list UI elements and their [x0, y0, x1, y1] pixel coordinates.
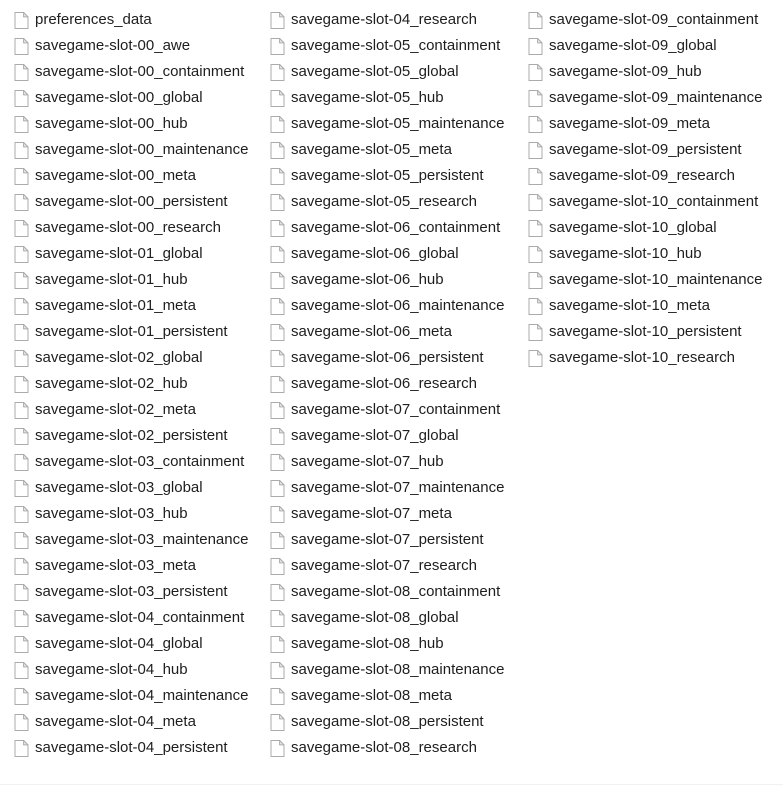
blank-file-icon: [270, 740, 285, 757]
file-item[interactable]: [14, 137, 256, 163]
file-item[interactable]: [270, 397, 512, 423]
blank-file-icon: [528, 298, 543, 315]
file-item[interactable]: [270, 7, 512, 33]
file-item[interactable]: [14, 605, 256, 631]
file-item[interactable]: [528, 163, 770, 189]
file-name: savegame-slot-06_research: [291, 375, 477, 392]
blank-file-icon: [270, 584, 285, 601]
file-name: savegame-slot-02_hub: [35, 375, 188, 392]
blank-file-icon: [14, 714, 29, 731]
blank-file-icon: [14, 688, 29, 705]
file-item[interactable]: [528, 267, 770, 293]
file-name: savegame-slot-00_persistent: [35, 193, 228, 210]
file-item[interactable]: [14, 241, 256, 267]
blank-file-icon: [270, 454, 285, 471]
blank-file-icon: [270, 90, 285, 107]
file-item[interactable]: [14, 59, 256, 85]
blank-file-icon: [270, 272, 285, 289]
blank-file-icon: [270, 402, 285, 419]
file-name: savegame-slot-09_research: [549, 167, 735, 184]
file-name: savegame-slot-01_hub: [35, 271, 188, 288]
file-name: savegame-slot-06_containment: [291, 219, 501, 236]
file-name: savegame-slot-03_containment: [35, 453, 245, 470]
file-name: savegame-slot-08_persistent: [291, 713, 484, 730]
file-name: savegame-slot-10_persistent: [549, 323, 742, 340]
blank-file-icon: [270, 38, 285, 55]
file-item[interactable]: [14, 371, 256, 397]
blank-file-icon: [14, 428, 29, 445]
file-name: savegame-slot-02_persistent: [35, 427, 228, 444]
file-name: savegame-slot-05_hub: [291, 89, 444, 106]
blank-file-icon: [528, 168, 543, 185]
blank-file-icon: [14, 220, 29, 237]
blank-file-icon: [528, 142, 543, 159]
file-item[interactable]: [270, 657, 512, 683]
blank-file-icon: [528, 246, 543, 263]
file-item[interactable]: [270, 111, 512, 137]
file-column-2: [528, 7, 770, 371]
file-name: savegame-slot-05_maintenance: [291, 115, 505, 132]
file-name: savegame-slot-00_hub: [35, 115, 188, 132]
file-item[interactable]: [528, 111, 770, 137]
file-column-0: [14, 7, 256, 761]
file-item[interactable]: [528, 241, 770, 267]
blank-file-icon: [14, 558, 29, 575]
file-item[interactable]: [528, 137, 770, 163]
file-item[interactable]: [14, 397, 256, 423]
blank-file-icon: [14, 142, 29, 159]
file-name: savegame-slot-04_containment: [35, 609, 245, 626]
blank-file-icon: [14, 116, 29, 133]
file-item[interactable]: [14, 631, 256, 657]
blank-file-icon: [14, 194, 29, 211]
file-name: savegame-slot-04_maintenance: [35, 687, 249, 704]
blank-file-icon: [14, 64, 29, 81]
file-item[interactable]: [14, 449, 256, 475]
file-name: savegame-slot-08_containment: [291, 583, 501, 600]
file-item[interactable]: [270, 605, 512, 631]
blank-file-icon: [528, 12, 543, 29]
blank-file-icon: [14, 636, 29, 653]
file-name: savegame-slot-07_hub: [291, 453, 444, 470]
file-item[interactable]: [14, 423, 256, 449]
file-item[interactable]: [270, 371, 512, 397]
file-name: savegame-slot-01_global: [35, 245, 203, 262]
file-item[interactable]: [270, 735, 512, 761]
file-name: savegame-slot-00_containment: [35, 63, 245, 80]
blank-file-icon: [270, 324, 285, 341]
file-name: savegame-slot-04_hub: [35, 661, 188, 678]
file-item[interactable]: [270, 475, 512, 501]
file-item[interactable]: [528, 85, 770, 111]
file-item[interactable]: [14, 553, 256, 579]
file-item[interactable]: [14, 579, 256, 605]
blank-file-icon: [14, 480, 29, 497]
file-item[interactable]: [270, 631, 512, 657]
blank-file-icon: [14, 324, 29, 341]
file-item[interactable]: [14, 475, 256, 501]
file-name: savegame-slot-05_containment: [291, 37, 501, 54]
file-item[interactable]: [14, 345, 256, 371]
blank-file-icon: [14, 38, 29, 55]
file-name: savegame-slot-03_persistent: [35, 583, 228, 600]
file-name: savegame-slot-04_global: [35, 635, 203, 652]
file-item[interactable]: [528, 319, 770, 345]
blank-file-icon: [14, 12, 29, 29]
file-name: savegame-slot-05_research: [291, 193, 477, 210]
file-item[interactable]: [270, 189, 512, 215]
file-item[interactable]: [14, 527, 256, 553]
file-item[interactable]: [14, 85, 256, 111]
blank-file-icon: [14, 376, 29, 393]
blank-file-icon: [14, 298, 29, 315]
blank-file-icon: [14, 610, 29, 627]
file-name: savegame-slot-10_hub: [549, 245, 702, 262]
file-item[interactable]: [270, 85, 512, 111]
file-item[interactable]: [270, 293, 512, 319]
file-name: savegame-slot-01_persistent: [35, 323, 228, 340]
blank-file-icon: [270, 168, 285, 185]
blank-file-icon: [14, 90, 29, 107]
file-item[interactable]: [528, 7, 770, 33]
blank-file-icon: [528, 64, 543, 81]
file-item[interactable]: [270, 59, 512, 85]
file-name: savegame-slot-05_persistent: [291, 167, 484, 184]
blank-file-icon: [270, 350, 285, 367]
file-name: savegame-slot-03_hub: [35, 505, 188, 522]
blank-file-icon: [270, 298, 285, 315]
file-name: savegame-slot-08_maintenance: [291, 661, 505, 678]
file-item[interactable]: [528, 189, 770, 215]
file-name: savegame-slot-09_maintenance: [549, 89, 763, 106]
file-name: savegame-slot-09_hub: [549, 63, 702, 80]
blank-file-icon: [270, 376, 285, 393]
file-item[interactable]: [270, 241, 512, 267]
file-name: savegame-slot-07_global: [291, 427, 459, 444]
file-item[interactable]: [270, 501, 512, 527]
file-name: savegame-slot-09_containment: [549, 11, 759, 28]
blank-file-icon: [528, 194, 543, 211]
blank-file-icon: [528, 324, 543, 341]
file-item[interactable]: [14, 111, 256, 137]
file-item[interactable]: [270, 553, 512, 579]
file-name: savegame-slot-08_hub: [291, 635, 444, 652]
blank-file-icon: [528, 38, 543, 55]
file-item[interactable]: [14, 189, 256, 215]
file-item[interactable]: [14, 319, 256, 345]
file-item[interactable]: [14, 33, 256, 59]
file-name: savegame-slot-00_global: [35, 89, 203, 106]
file-name: savegame-slot-10_meta: [549, 297, 710, 314]
file-item[interactable]: [14, 7, 256, 33]
file-item[interactable]: [14, 683, 256, 709]
blank-file-icon: [14, 402, 29, 419]
file-name: savegame-slot-10_maintenance: [549, 271, 763, 288]
blank-file-icon: [14, 740, 29, 757]
file-item[interactable]: [270, 423, 512, 449]
file-name: savegame-slot-08_research: [291, 739, 477, 756]
file-item[interactable]: [14, 215, 256, 241]
blank-file-icon: [528, 220, 543, 237]
file-item[interactable]: [270, 683, 512, 709]
file-item[interactable]: [14, 501, 256, 527]
blank-file-icon: [270, 688, 285, 705]
file-item[interactable]: [14, 735, 256, 761]
file-item[interactable]: [14, 163, 256, 189]
blank-file-icon: [270, 506, 285, 523]
file-name: savegame-slot-06_global: [291, 245, 459, 262]
blank-file-icon: [270, 558, 285, 575]
file-item[interactable]: [528, 59, 770, 85]
file-name: savegame-slot-00_meta: [35, 167, 196, 184]
blank-file-icon: [270, 532, 285, 549]
file-item[interactable]: [528, 345, 770, 371]
blank-file-icon: [270, 12, 285, 29]
file-item[interactable]: [270, 345, 512, 371]
file-name: savegame-slot-06_maintenance: [291, 297, 505, 314]
file-name: savegame-slot-05_meta: [291, 141, 452, 158]
file-name: savegame-slot-03_global: [35, 479, 203, 496]
file-name: savegame-slot-04_persistent: [35, 739, 228, 756]
file-item[interactable]: [270, 579, 512, 605]
file-name: savegame-slot-09_global: [549, 37, 717, 54]
file-name: savegame-slot-07_research: [291, 557, 477, 574]
file-item[interactable]: [270, 33, 512, 59]
blank-file-icon: [270, 64, 285, 81]
file-item[interactable]: [270, 215, 512, 241]
file-name: savegame-slot-07_containment: [291, 401, 501, 418]
file-item[interactable]: [270, 163, 512, 189]
file-name: preferences_data: [35, 11, 152, 28]
blank-file-icon: [14, 532, 29, 549]
file-name: savegame-slot-02_global: [35, 349, 203, 366]
blank-file-icon: [528, 90, 543, 107]
file-name: savegame-slot-02_meta: [35, 401, 196, 418]
file-name: savegame-slot-06_meta: [291, 323, 452, 340]
file-name: savegame-slot-00_maintenance: [35, 141, 249, 158]
file-name: savegame-slot-01_meta: [35, 297, 196, 314]
blank-file-icon: [528, 116, 543, 133]
file-name: savegame-slot-03_meta: [35, 557, 196, 574]
file-item[interactable]: [528, 293, 770, 319]
file-name: savegame-slot-05_global: [291, 63, 459, 80]
file-name: savegame-slot-10_research: [549, 349, 735, 366]
file-item[interactable]: [14, 293, 256, 319]
file-name: savegame-slot-09_meta: [549, 115, 710, 132]
file-item[interactable]: [270, 267, 512, 293]
blank-file-icon: [270, 142, 285, 159]
blank-file-icon: [270, 116, 285, 133]
file-name: savegame-slot-00_research: [35, 219, 221, 236]
file-name: savegame-slot-07_persistent: [291, 531, 484, 548]
file-name: savegame-slot-10_global: [549, 219, 717, 236]
blank-file-icon: [270, 220, 285, 237]
blank-file-icon: [14, 246, 29, 263]
file-item[interactable]: [528, 215, 770, 241]
file-name: savegame-slot-07_maintenance: [291, 479, 505, 496]
file-name: savegame-slot-08_meta: [291, 687, 452, 704]
blank-file-icon: [270, 428, 285, 445]
file-name: savegame-slot-04_research: [291, 11, 477, 28]
blank-file-icon: [14, 168, 29, 185]
file-item[interactable]: [528, 33, 770, 59]
file-item[interactable]: [270, 319, 512, 345]
file-name: savegame-slot-03_maintenance: [35, 531, 249, 548]
file-name: savegame-slot-07_meta: [291, 505, 452, 522]
file-column-1: [270, 7, 512, 761]
blank-file-icon: [14, 350, 29, 367]
file-name: savegame-slot-10_containment: [549, 193, 759, 210]
file-name: savegame-slot-06_persistent: [291, 349, 484, 366]
blank-file-icon: [270, 246, 285, 263]
file-item[interactable]: [270, 527, 512, 553]
blank-file-icon: [14, 506, 29, 523]
file-item[interactable]: [270, 709, 512, 735]
file-item[interactable]: [14, 267, 256, 293]
file-item[interactable]: [270, 449, 512, 475]
blank-file-icon: [270, 610, 285, 627]
file-name: savegame-slot-08_global: [291, 609, 459, 626]
file-item[interactable]: [14, 709, 256, 735]
blank-file-icon: [270, 480, 285, 497]
blank-file-icon: [14, 454, 29, 471]
file-item[interactable]: [14, 657, 256, 683]
blank-file-icon: [528, 272, 543, 289]
file-name: savegame-slot-06_hub: [291, 271, 444, 288]
blank-file-icon: [14, 272, 29, 289]
file-item[interactable]: [270, 137, 512, 163]
file-name: savegame-slot-09_persistent: [549, 141, 742, 158]
blank-file-icon: [528, 350, 543, 367]
blank-file-icon: [270, 194, 285, 211]
blank-file-icon: [270, 636, 285, 653]
blank-file-icon: [270, 714, 285, 731]
blank-file-icon: [14, 584, 29, 601]
file-name: savegame-slot-04_meta: [35, 713, 196, 730]
blank-file-icon: [270, 662, 285, 679]
file-name: savegame-slot-00_awe: [35, 37, 191, 54]
blank-file-icon: [14, 662, 29, 679]
